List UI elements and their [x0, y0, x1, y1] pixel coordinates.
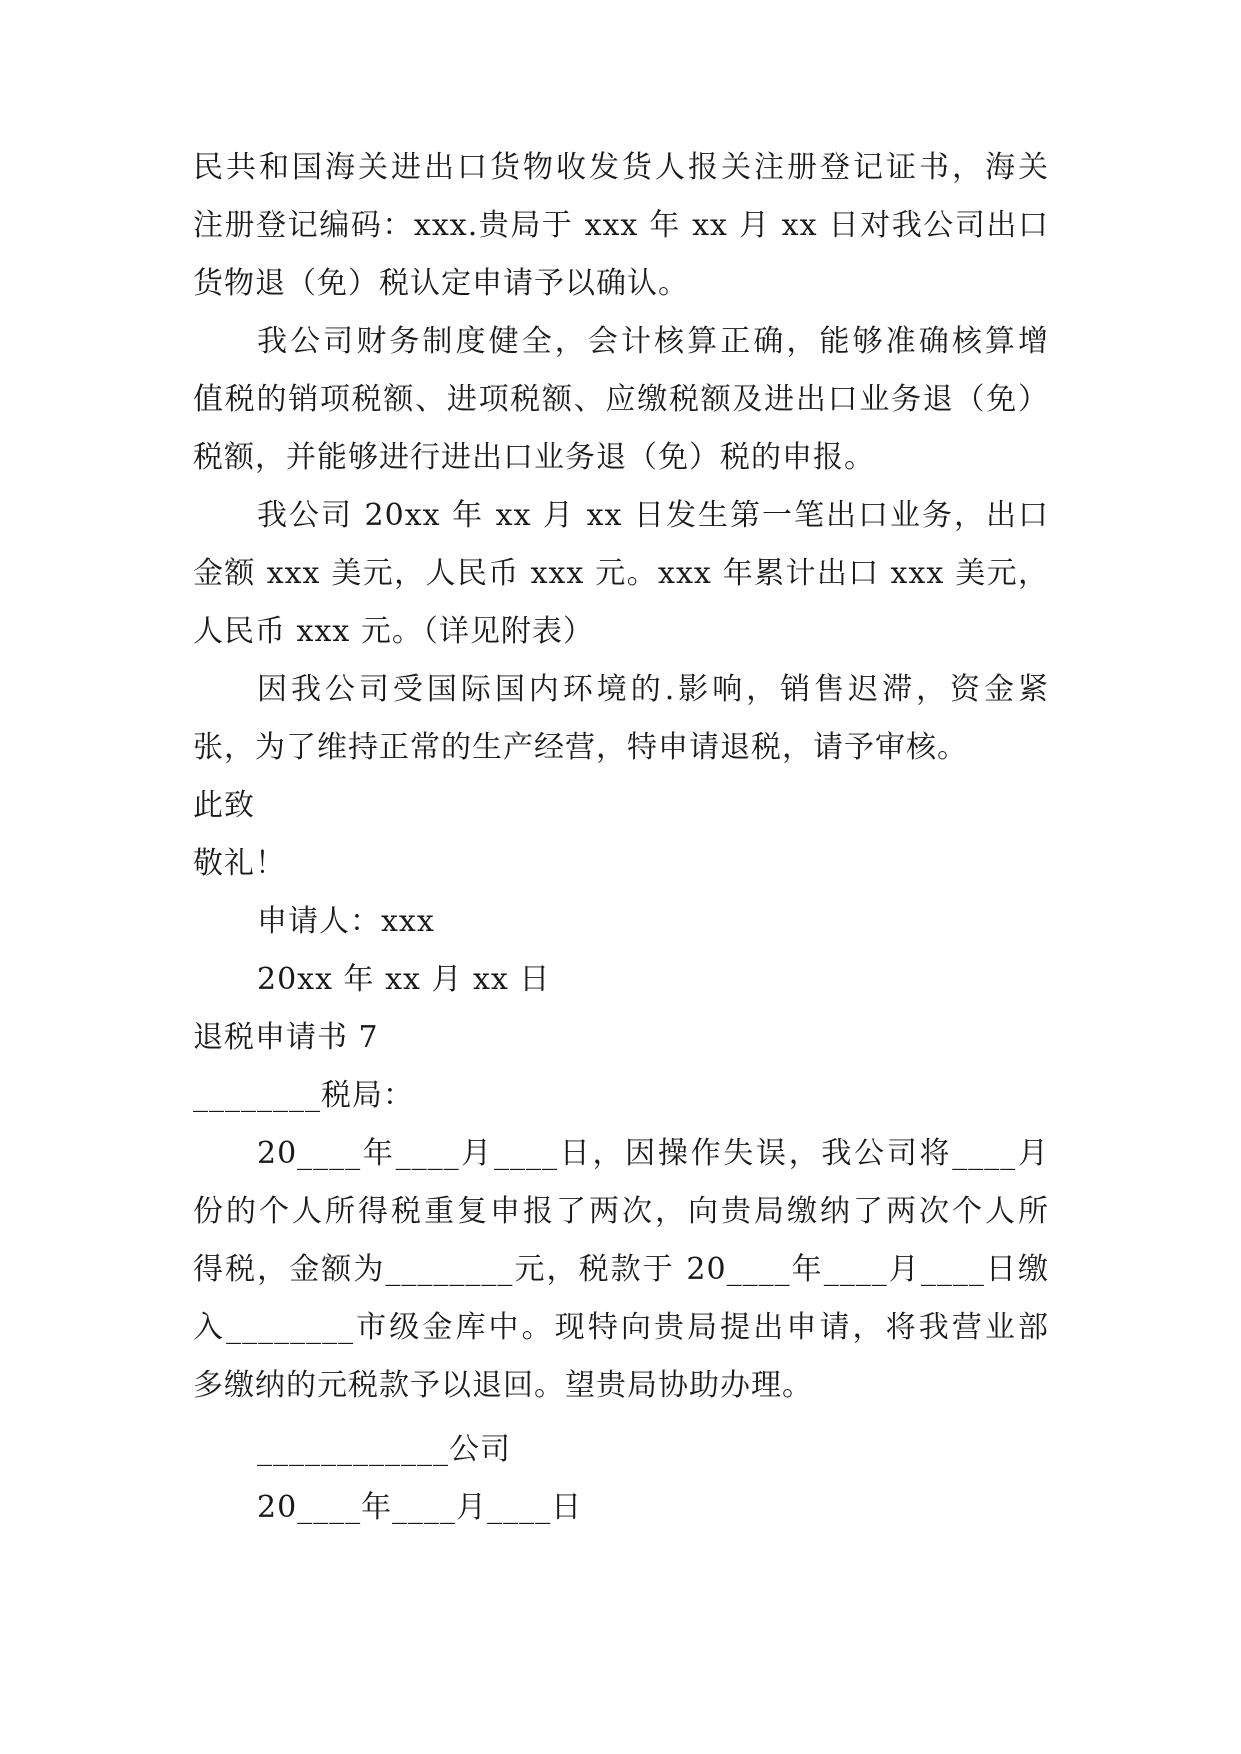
signature-date: 20xx 年 xx 月 xx 日 [257, 962, 551, 997]
closing-regards: 敬礼！ [193, 846, 286, 881]
signature-date: 20____年____月____日 [257, 1490, 583, 1525]
paragraph-start-line: 我公司财务制度健全，会计核算正确，能够准确核算增 [257, 324, 1049, 359]
paragraph-start-line: 因我公司受国际国内环境的.影响，销售迟滞，资金紧 [257, 672, 1049, 707]
text-line: 值税的销项税额、进项税额、应缴税额及进出口业务退（免） [193, 382, 1049, 417]
text-line: 得税，金额为________元，税款于 20____年____月____日缴 [193, 1252, 1049, 1287]
paragraph-start-line: 我公司 20xx 年 xx 月 xx 日发生第一笔出口业务，出口 [257, 498, 1049, 533]
text-line: 人民币 xxx 元。（详见附表） [193, 614, 594, 649]
section-heading: 退税申请书 7 [193, 1020, 379, 1055]
text-line: 张，为了维持正常的生产经营，特申请退税，请予审核。 [193, 730, 968, 765]
text-line: 货物退（免）税认定申请予以确认。 [193, 266, 689, 301]
text-line: 税额，并能够进行进出口业务退（免）税的申报。 [193, 440, 875, 475]
recipient-line: ________税局： [193, 1078, 414, 1113]
text-line: 份的个人所得税重复申报了两次，向贵局缴纳了两次个人所 [193, 1194, 1049, 1229]
paragraph-start-line: 20____年____月____日，因操作失误，我公司将____月 [257, 1136, 1049, 1171]
applicant-signature: 申请人：xxx [257, 904, 435, 939]
text-line: 民共和国海关进出口货物收发货人报关注册登记证书，海关 [193, 150, 1049, 185]
text-line: 入________市级金库中。现特向贵局提出申请，将我营业部 [193, 1310, 1049, 1345]
text-line: 多缴纳的元税款予以退回。望贵局协助办理。 [193, 1368, 813, 1403]
text-line: 注册登记编码：xxx.贵局于 xxx 年 xx 月 xx 日对我公司出口 [193, 208, 1049, 243]
text-line: 金额 xxx 美元，人民币 xxx 元。xxx 年累计出口 xxx 美元， [193, 556, 1049, 591]
company-signature: ____________公司 [257, 1432, 511, 1467]
closing-salutation: 此致 [193, 788, 255, 823]
